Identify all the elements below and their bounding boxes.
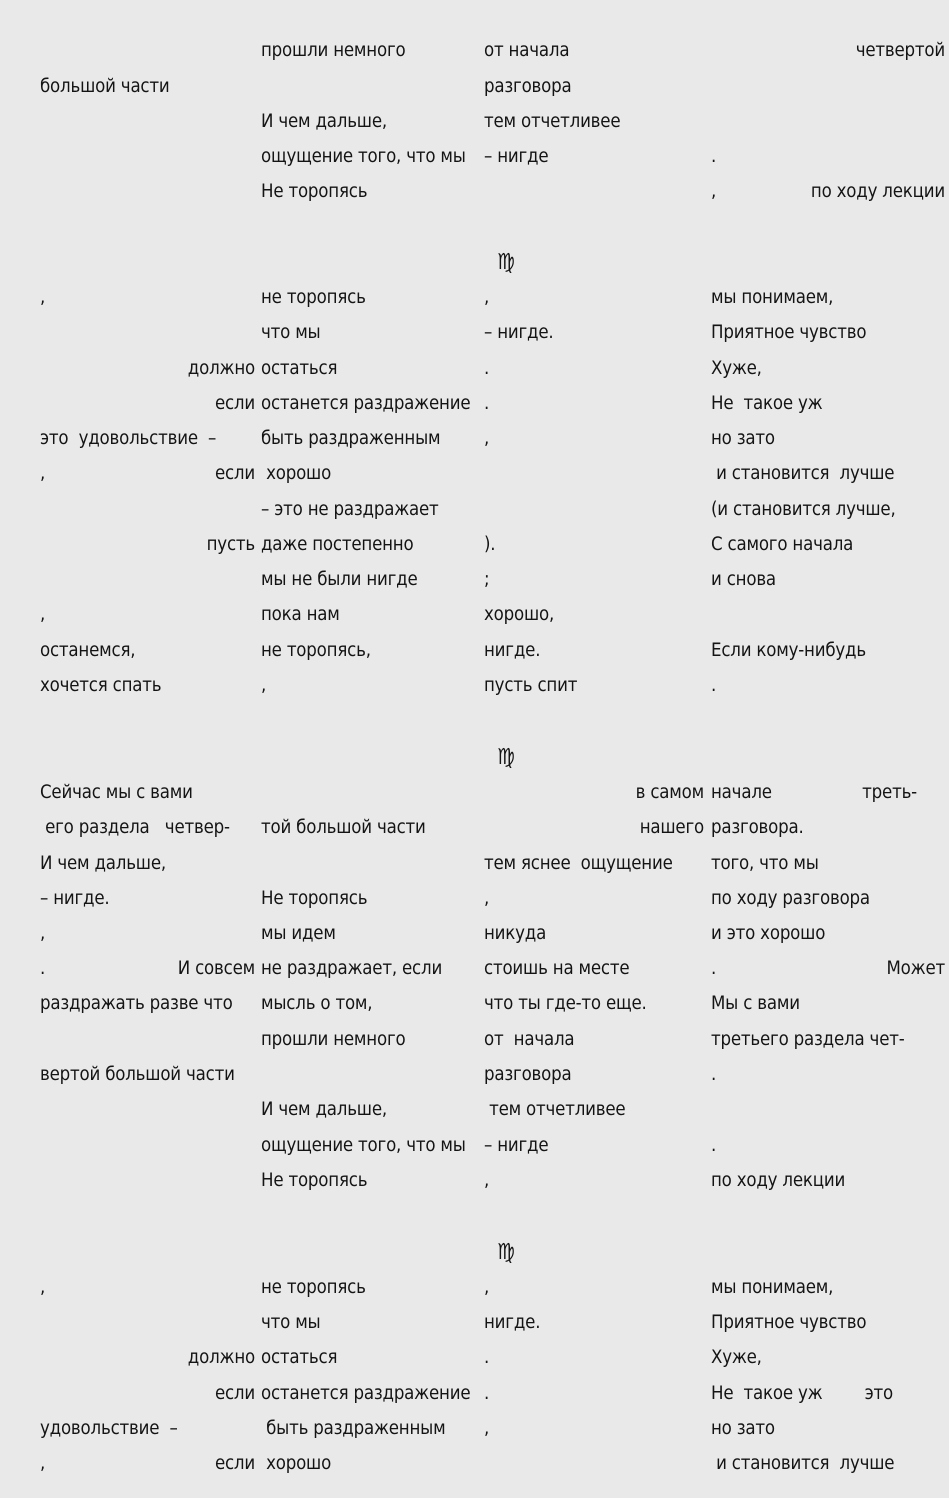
text-fragment: начале: [711, 782, 772, 803]
text-line: ,: [40, 287, 46, 308]
text-line: ,: [261, 675, 267, 696]
virgo-symbol: ♍: [497, 250, 515, 275]
text-line: хорошо,: [484, 604, 555, 625]
text-line: быть раздраженным: [261, 428, 441, 449]
text-line: ,: [484, 888, 490, 909]
text-line: что мы: [261, 1312, 321, 1333]
text-line: и снова: [711, 569, 776, 590]
text-line: тем отчетливее: [484, 1099, 626, 1120]
text-line: ,: [484, 428, 490, 449]
text-line: .: [711, 1064, 717, 1085]
text-line: что мы: [261, 322, 321, 343]
text-line: тем яснее ощущение: [484, 853, 673, 874]
text-fragment: это: [864, 1383, 893, 1404]
text-line: четвертой: [855, 40, 945, 61]
text-line: раздражать разве что: [40, 993, 233, 1014]
text-line: пусть спит: [484, 675, 578, 696]
text-line: Не торопясь: [261, 888, 368, 909]
text-line: мы понимаем,: [711, 287, 834, 308]
text-line: мы идем: [261, 923, 336, 944]
text-line: что ты где-то еще.: [484, 993, 647, 1014]
text-line: но зато: [711, 1418, 775, 1439]
text-line: .: [484, 393, 490, 414]
text-line: третьего раздела чет-: [711, 1029, 905, 1050]
text-line: [711, 956, 945, 982]
text-line: [40, 461, 255, 487]
text-fragment: ,: [40, 463, 46, 484]
text-line: И чем дальше,: [261, 111, 387, 132]
text-line: ощущение того, что мы: [261, 146, 466, 167]
text-line: должно: [187, 358, 255, 379]
text-line: хочется спать: [40, 675, 162, 696]
text-line: Хуже,: [711, 1347, 762, 1368]
text-line: .: [484, 358, 490, 379]
text-line: стоишь на месте: [484, 958, 630, 979]
text-line: – это не раздражает: [261, 499, 439, 520]
text-line: ,: [484, 287, 490, 308]
text-line: хорошо: [261, 463, 332, 484]
text-line: останемся,: [40, 640, 136, 661]
text-line: и это хорошо: [711, 923, 826, 944]
text-line: [711, 179, 945, 205]
text-line: – нигде.: [484, 322, 554, 343]
text-line: ;: [484, 569, 490, 590]
text-line: мы не были нигде: [261, 569, 418, 590]
text-line: от начала: [484, 1029, 575, 1050]
text-line: того, что мы: [711, 853, 819, 874]
text-line: Не такое уж: [711, 393, 823, 414]
text-line: (и становится лучше,: [711, 499, 896, 520]
text-fragment: .: [711, 958, 717, 979]
text-line: даже постепенно: [261, 534, 414, 555]
virgo-symbol: ♍: [497, 745, 515, 770]
text-line: и становится лучше: [711, 463, 895, 484]
text-fragment: ,: [711, 181, 717, 202]
text-line: ,: [40, 604, 46, 625]
text-line: от начала: [484, 40, 570, 61]
text-line: не торопясь: [261, 1277, 366, 1298]
text-line: ощущение того, что мы: [261, 1135, 466, 1156]
text-line: разговора: [484, 76, 572, 97]
virgo-symbol: ♍: [497, 1240, 515, 1265]
text-line: остаться: [261, 358, 338, 379]
text-line: [711, 780, 945, 806]
text-line: по ходу лекции: [711, 1170, 846, 1191]
text-line: Приятное чувство: [711, 1312, 867, 1333]
text-line: Мы с вами: [711, 993, 800, 1014]
text-line: нигде.: [484, 640, 541, 661]
text-line: прошли немного: [261, 40, 406, 61]
text-line: но зато: [711, 428, 775, 449]
text-line: быть раздраженным: [261, 1418, 446, 1439]
text-line: [40, 1451, 255, 1477]
text-line: – нигде.: [40, 888, 110, 909]
text-line: останется раздражение: [261, 1383, 471, 1404]
text-line: С самого начала: [711, 534, 854, 555]
text-fragment: .: [40, 958, 46, 979]
text-line: вертой большой части: [40, 1064, 235, 1085]
text-line: Если кому-нибудь: [711, 640, 866, 661]
text-line: ,: [484, 1170, 490, 1191]
text-line: .: [484, 1347, 490, 1368]
text-line: И чем дальше,: [261, 1099, 387, 1120]
text-line: не торопясь: [261, 287, 366, 308]
text-line: по ходу разговора: [711, 888, 870, 909]
text-fragment: И совсем: [177, 958, 255, 979]
text-line: разговора.: [711, 817, 804, 838]
text-fragment: по ходу лекции: [810, 181, 945, 202]
text-line: мы понимаем,: [711, 1277, 834, 1298]
text-line: .: [711, 146, 717, 167]
text-line: ,: [484, 1418, 490, 1439]
text-line: .: [711, 675, 717, 696]
text-line: – нигде: [484, 146, 549, 167]
text-line: не торопясь,: [261, 640, 371, 661]
text-line: разговора: [484, 1064, 572, 1085]
text-fragment: Не такое уж: [711, 1383, 823, 1404]
text-fragment: если: [214, 1453, 255, 1474]
text-line: удовольствие –: [40, 1418, 178, 1439]
text-line: не раздражает, если: [261, 958, 443, 979]
text-line: тем отчетливее: [484, 111, 621, 132]
text-line: [40, 956, 255, 982]
text-line: .: [711, 1135, 717, 1156]
text-line: нигде.: [484, 1312, 541, 1333]
text-line: [711, 1381, 945, 1407]
text-line: прошли немного: [261, 1029, 406, 1050]
text-line: .: [484, 1383, 490, 1404]
text-line: Хуже,: [711, 358, 762, 379]
text-line: должно: [187, 1347, 255, 1368]
text-line: – нигде: [484, 1135, 549, 1156]
text-line: если: [214, 1383, 255, 1404]
text-line: ,: [484, 1277, 490, 1298]
text-line: пока нам: [261, 604, 340, 625]
text-line: Сейчас мы с вами: [40, 782, 193, 803]
text-fragment: если: [214, 463, 255, 484]
text-line: большой части: [40, 76, 170, 97]
text-line: останется раздражение: [261, 393, 471, 414]
text-line: в самом: [635, 782, 704, 803]
text-fragment: треть-: [862, 782, 917, 803]
text-line: Не торопясь: [261, 181, 368, 202]
text-line: Приятное чувство: [711, 322, 867, 343]
text-line: пусть: [206, 534, 255, 555]
text-line: если: [214, 393, 255, 414]
text-line: его раздела четвер-: [40, 817, 230, 838]
text-line: ).: [484, 534, 496, 555]
text-line: хорошо: [261, 1453, 332, 1474]
text-line: Не торопясь: [261, 1170, 368, 1191]
text-fragment: Может: [886, 958, 945, 979]
text-line: и становится лучше: [711, 1453, 895, 1474]
text-line: никуда: [484, 923, 547, 944]
text-line: ,: [40, 923, 46, 944]
text-line: нашего: [639, 817, 704, 838]
text-line: И чем дальше,: [40, 853, 166, 874]
text-line: остаться: [261, 1347, 338, 1368]
text-line: ,: [40, 1277, 46, 1298]
text-fragment: ,: [40, 1453, 46, 1474]
text-line: это удовольствие –: [40, 428, 217, 449]
text-line: мысль о том,: [261, 993, 373, 1014]
text-line: той большой части: [261, 817, 426, 838]
